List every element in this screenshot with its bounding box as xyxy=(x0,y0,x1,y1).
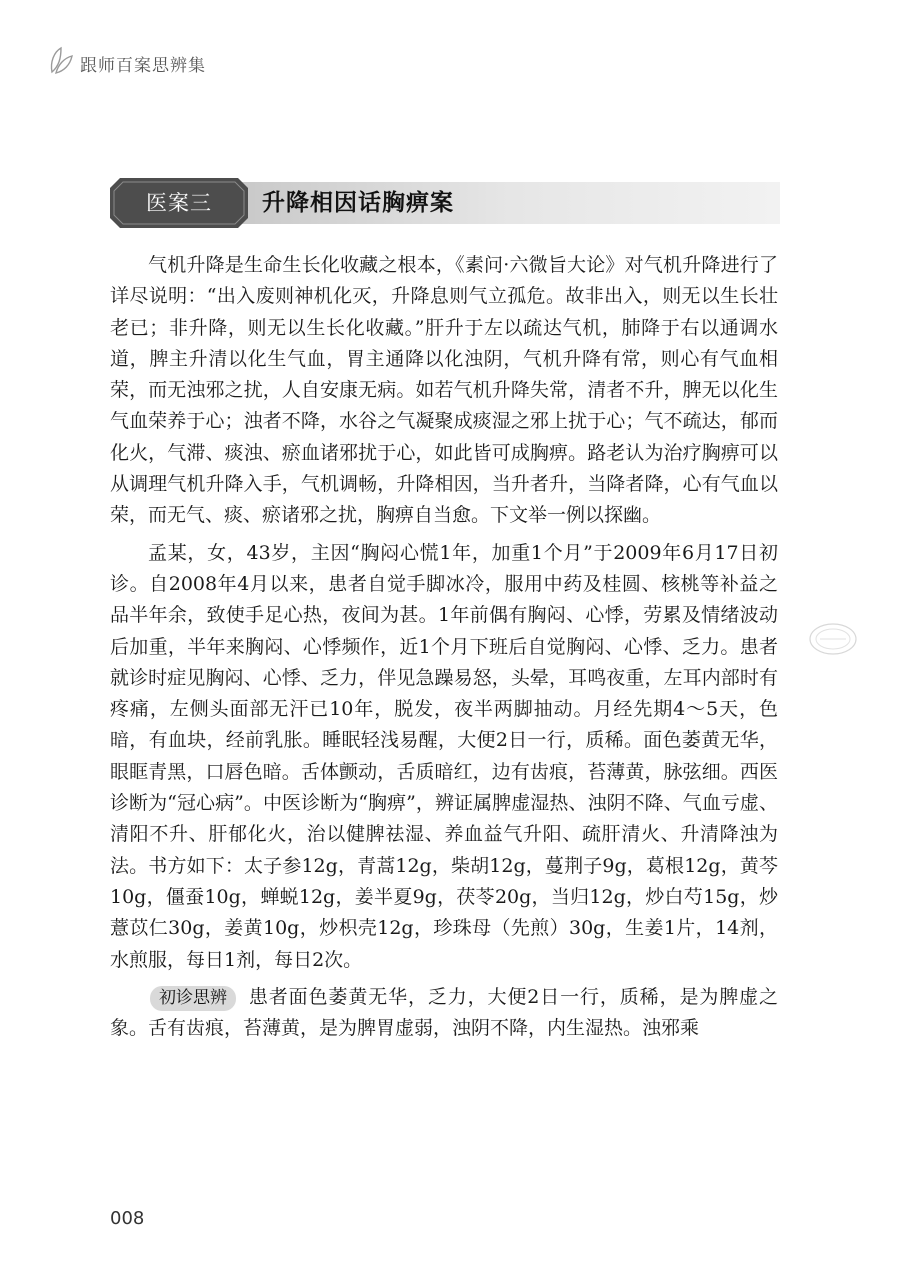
leaf-icon xyxy=(48,46,74,80)
paragraph-case: 孟某，女，43岁，主因“胸闷心慌1年，加重1个月”于2009年6月17日初诊。自2008年4月以来，患者自觉手脚冰冷，服用中药及桂圆、核桃等补益之品半年余，致使手足心热，夜间为甚。1年前偶有胸闷、心悸，劳累及情绪波动后加重，半年来胸闷、心悸频作，近1个月下班后自觉胸闷、心悸、乏力。患者就诊时症见胸闷、心悸、乏力，伴见急躁易怒，头晕，耳鸣夜重，左耳内部时有疼痛，左侧头面部无汗已10年，脱发，夜半两脚抽动。月经先期4～5天，色暗，有血块，经前乳胀。睡眠轻浅易醒，大便2日一行，质稀。面色萎黄无华，眼眶青黑，口唇色暗。舌体颤动，舌质暗红，边有齿痕，苔薄黄，脉弦细。西医诊断为“冠心病”。中医诊断为“胸痹”，辨证属脾虚湿热、浊阴不降、气血亏虚、清阳不升、肝郁化火，治以健脾祛湿、养血益气升阳、疏肝清火、升清降浊为法。书方如下：太子参12g，青蒿12g，柴胡12g，蔓荆子9g，葛根12g，黄芩10g，僵蚕10g，蝉蜕12g，姜半夏9g，茯苓20g，当归12g，炒白芍15g，炒薏苡仁30g，姜黄10g，炒枳壳12g，珍珠母（先煎）30g，生姜1片，14剂，水煎服，每日1剂，每日2次。 xyxy=(110,541,778,971)
running-header xyxy=(48,46,206,80)
analysis-tag: 初诊思辨 xyxy=(150,986,236,1011)
case-label: 医案三 xyxy=(146,191,212,215)
body-text xyxy=(110,250,778,1050)
analysis-text: 患者面色萎黄无华，乏力，大便2日一行，质稀，是为脾虚之象。舌有齿痕，苔薄黄，是为脾胃虚弱，浊阴不降，内生湿热。浊邪乘 xyxy=(110,985,778,1040)
page-number: 008 xyxy=(110,1208,145,1229)
running-title: 跟师百案思辨集 xyxy=(80,55,206,76)
case-heading-bar xyxy=(110,178,780,228)
side-stamp-icon xyxy=(808,622,858,660)
case-title: 升降相因话胸痹案 xyxy=(262,190,454,216)
paragraph-intro: 气机升降是生命生长化收藏之根本，《素问·六微旨大论》对气机升降进行了详尽说明：“出入废则神机化灭，升降息则气立孤危。故非出入，则无以生长壮老已；非升降，则无以生长化收藏。”肝升于左以疏达气机，肺降于右以通调水道，脾主升清以化生气血，胃主通降以化浊阴，气机升降有常，则心有气血相荣，而无浊邪之扰，人自安康无病。如若气机升降失常，清者不升，脾无以化生气血荣养于心；浊者不降，水谷之气凝聚成痰湿之邪上扰于心；气不疏达，郁而化火，气滞、痰浊、瘀血诸邪扰于心，如此皆可成胸痹。路老认为治疗胸痹可以从调理气机升降入手，气机调畅，升降相因，当升者升，当降者降，心有气血以荣，而无气、痰、瘀诸邪之扰，胸痹自当愈。下文举一例以探幽。 xyxy=(110,254,778,527)
paragraph-analysis xyxy=(110,982,778,1045)
